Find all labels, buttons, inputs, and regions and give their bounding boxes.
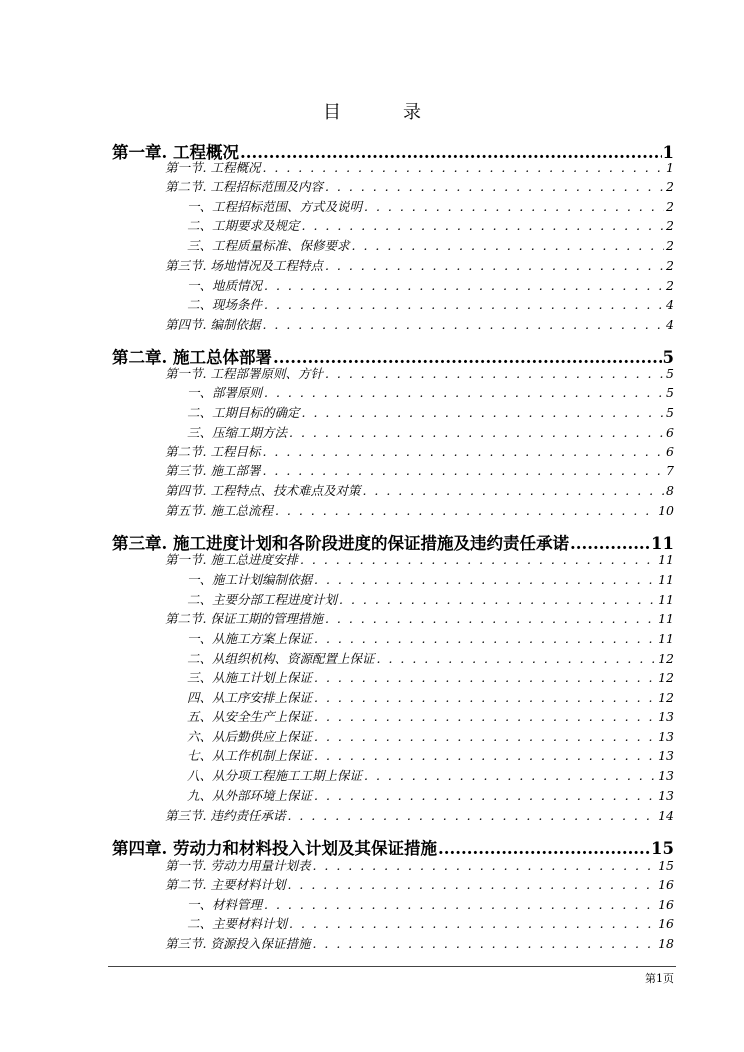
toc-subsection[interactable] <box>187 570 674 588</box>
toc-entry-label: 一、施工计划编制依据 <box>187 572 313 587</box>
toc-subsection[interactable] <box>187 383 674 401</box>
toc-entry-page-number: 6 <box>666 425 674 440</box>
dot-leader <box>264 278 664 293</box>
toc-entry-page-number: 2 <box>666 278 674 293</box>
toc-entry-label: 一、从施工方案上保证 <box>187 631 313 646</box>
toc-section[interactable] <box>165 550 674 568</box>
dot-leader <box>289 425 664 440</box>
toc-entry-page-number: 13 <box>658 709 674 724</box>
dot-leader <box>314 631 656 646</box>
toc-entry-page-number: 13 <box>658 768 674 783</box>
toc-section[interactable] <box>165 609 674 627</box>
toc-subsection[interactable] <box>187 236 674 254</box>
toc-entry-page-number: 2 <box>666 238 674 253</box>
toc-entry-label: 三、压缩工期方法 <box>187 425 288 440</box>
toc-subsection[interactable] <box>187 668 674 686</box>
dot-leader <box>325 258 664 273</box>
dot-leader <box>262 444 664 459</box>
toc-entry-page-number: 4 <box>666 297 674 312</box>
toc-subsection[interactable] <box>187 403 674 421</box>
toc-entry-page-number: 2 <box>666 218 674 233</box>
footer-divider <box>108 966 676 967</box>
toc-entry-page-number: 11 <box>651 534 674 553</box>
toc-section[interactable] <box>165 364 674 382</box>
toc-section[interactable] <box>165 806 674 824</box>
toc-entry-page-number: 18 <box>658 936 674 951</box>
dot-leader <box>377 651 657 666</box>
toc-section[interactable] <box>165 315 674 333</box>
toc-subsection[interactable] <box>187 746 674 764</box>
toc-subsection[interactable] <box>187 276 674 294</box>
dot-leader <box>302 218 665 233</box>
toc-entry-label: 二、主要材料计划 <box>187 916 288 931</box>
toc-entry-label: 六、从后勤供应上保证 <box>187 729 313 744</box>
dot-leader <box>289 916 656 931</box>
dot-leader <box>364 199 664 214</box>
toc-subsection[interactable] <box>187 197 674 215</box>
toc-subsection[interactable] <box>187 727 674 745</box>
toc-subsection[interactable] <box>187 423 674 441</box>
toc-entry-page-number: 5 <box>662 348 674 367</box>
dot-leader <box>314 729 656 744</box>
toc-section[interactable] <box>165 856 674 874</box>
dot-leader <box>314 572 656 587</box>
toc-entry-page-number: 11 <box>658 631 674 646</box>
toc-entry-label: 第四节. 工程特点、技术难点及对策 <box>165 483 361 498</box>
toc-entry-page-number: 7 <box>666 463 674 478</box>
toc-entry-label: 第一节. 施工总进度安排 <box>165 552 298 567</box>
toc-entry-label: 第一节. 劳动力用量计划表 <box>165 858 311 873</box>
toc-entry-label: 三、从施工计划上保证 <box>187 670 313 685</box>
toc-subsection[interactable] <box>187 766 674 784</box>
toc-entry-page-number: 13 <box>658 788 674 803</box>
dot-leader <box>264 297 664 312</box>
toc-entry-label: 第二章. 施工总体部署 <box>112 348 272 367</box>
page-title: 目 录 <box>323 102 443 123</box>
toc-subsection[interactable] <box>187 707 674 725</box>
toc-entry-page-number: 13 <box>658 748 674 763</box>
toc-entry-label: 第二节. 工程目标 <box>165 444 261 459</box>
toc-entry-label: 三、工程质量标准、保修要求 <box>187 238 350 253</box>
dot-leader <box>312 936 656 951</box>
toc-entry-label: 七、从工作机制上保证 <box>187 748 313 763</box>
toc-entry-label: 第三章. 施工进度计划和各阶段进度的保证措施及违约责任承诺 <box>112 534 569 553</box>
toc-entry-page-number: 4 <box>666 317 674 332</box>
toc-subsection[interactable] <box>187 629 674 647</box>
toc-entry-page-number: 5 <box>666 385 674 400</box>
toc-section[interactable] <box>165 177 674 195</box>
footer-page-number: 第1页 <box>645 972 674 985</box>
toc-entry-page-number: 15 <box>651 839 674 858</box>
dot-leader <box>325 366 664 381</box>
toc-entry-label: 第二节. 主要材料计划 <box>165 877 286 892</box>
dot-leader <box>300 552 656 567</box>
dot-leader <box>264 385 664 400</box>
dot-leader <box>314 690 656 705</box>
toc-entry-label: 四、从工序安排上保证 <box>187 690 313 705</box>
toc-entry-label: 第二节. 工程招标范围及内容 <box>165 179 323 194</box>
toc-entry-page-number: 2 <box>666 179 674 194</box>
toc-entry-page-number: 8 <box>666 483 674 498</box>
toc-entry-label: 第三节. 施工部署 <box>165 463 261 478</box>
toc-section[interactable] <box>165 256 674 274</box>
toc-subsection[interactable] <box>187 216 674 234</box>
dot-leader <box>314 670 656 685</box>
toc-entry-label: 第三节. 违约责任承诺 <box>165 808 286 823</box>
toc-subsection[interactable] <box>187 786 674 804</box>
dot-leader <box>314 788 656 803</box>
toc-entry-page-number: 2 <box>666 199 674 214</box>
dot-leader <box>275 503 656 518</box>
dot-leader <box>352 238 665 253</box>
toc-entry-page-number: 12 <box>658 690 674 705</box>
toc-entry-label: 二、工期要求及规定 <box>187 218 300 233</box>
dot-leader <box>264 897 656 912</box>
toc-entry-label: 一、部署原则 <box>187 385 263 400</box>
toc-entry-label: 第三节. 场地情况及工程特点 <box>165 258 323 273</box>
dot-leader <box>262 463 664 478</box>
toc-section[interactable] <box>165 934 674 952</box>
toc-entry-label: 第五节. 施工总流程 <box>165 503 273 518</box>
toc-entry-page-number: 11 <box>658 552 674 567</box>
toc-subsection[interactable] <box>187 914 674 932</box>
toc-entry-label: 第一章. 工程概况 <box>112 143 239 162</box>
toc-entry-label: 一、工程招标范围、方式及说明 <box>187 199 363 214</box>
toc-subsection[interactable] <box>187 590 674 608</box>
toc-section[interactable] <box>165 875 674 893</box>
toc-entry-label: 第四节. 编制依据 <box>165 317 261 332</box>
toc-section[interactable] <box>165 442 674 460</box>
toc-entry-label: 第三节. 资源投入保证措施 <box>165 936 311 951</box>
toc-entry-page-number: 2 <box>666 258 674 273</box>
toc-entry-page-number: 5 <box>666 366 674 381</box>
toc-entry-label: 第一节. 工程概况 <box>165 160 261 175</box>
dot-leader <box>364 768 656 783</box>
toc-entry-page-number: 12 <box>658 670 674 685</box>
toc-subsection[interactable] <box>187 295 674 313</box>
dot-leader <box>287 877 656 892</box>
toc-subsection[interactable] <box>187 688 674 706</box>
toc-entry-page-number: 16 <box>658 916 674 931</box>
toc-entry-page-number: 11 <box>658 572 674 587</box>
toc-entry-label: 一、地质情况 <box>187 278 263 293</box>
dot-leader <box>339 592 656 607</box>
toc-section[interactable] <box>165 461 674 479</box>
dot-leader <box>262 317 664 332</box>
toc-section[interactable] <box>165 158 674 176</box>
dot-leader <box>262 160 664 175</box>
toc-entry-label: 一、材料管理 <box>187 897 263 912</box>
toc-entry-label: 二、工期目标的确定 <box>187 405 300 420</box>
dot-leader <box>312 858 656 873</box>
toc-subsection[interactable] <box>187 649 674 667</box>
dot-leader <box>325 611 656 626</box>
toc-entry-label: 八、从分项工程施工工期上保证 <box>187 768 363 783</box>
toc-entry-page-number: 16 <box>658 897 674 912</box>
toc-entry-label: 二、从组织机构、资源配置上保证 <box>187 651 375 666</box>
dot-leader <box>362 483 664 498</box>
toc-entry-label: 二、现场条件 <box>187 297 263 312</box>
toc-subsection[interactable] <box>187 895 674 913</box>
toc-entry-label: 第一节. 工程部署原则、方针 <box>165 366 323 381</box>
dot-leader <box>314 748 656 763</box>
toc-entry-label: 五、从安全生产上保证 <box>187 709 313 724</box>
toc-entry-label: 二、主要分部工程进度计划 <box>187 592 338 607</box>
toc-section[interactable] <box>165 481 674 499</box>
toc-entry-page-number: 5 <box>666 405 674 420</box>
toc-entry-label: 九、从外部环境上保证 <box>187 788 313 803</box>
toc-entry-page-number: 1 <box>666 160 674 175</box>
toc-entry-page-number: 15 <box>658 858 674 873</box>
toc-entry-page-number: 13 <box>658 729 674 744</box>
toc-entry-page-number: 10 <box>658 503 674 518</box>
toc-section[interactable] <box>165 501 674 519</box>
toc-entry-page-number: 12 <box>658 651 674 666</box>
toc-entry-page-number: 1 <box>662 143 674 162</box>
toc-entry-page-number: 11 <box>658 611 674 626</box>
toc-entry-page-number: 16 <box>658 877 674 892</box>
dot-leader <box>302 405 665 420</box>
toc-entry-page-number: 14 <box>658 808 674 823</box>
toc-entry-label: 第四章. 劳动力和材料投入计划及其保证措施 <box>112 839 437 858</box>
toc-entry-page-number: 11 <box>658 592 674 607</box>
toc-entry-page-number: 6 <box>666 444 674 459</box>
toc-entry-label: 第二节. 保证工期的管理措施 <box>165 611 323 626</box>
dot-leader <box>325 179 664 194</box>
dot-leader <box>287 808 656 823</box>
dot-leader <box>314 709 656 724</box>
